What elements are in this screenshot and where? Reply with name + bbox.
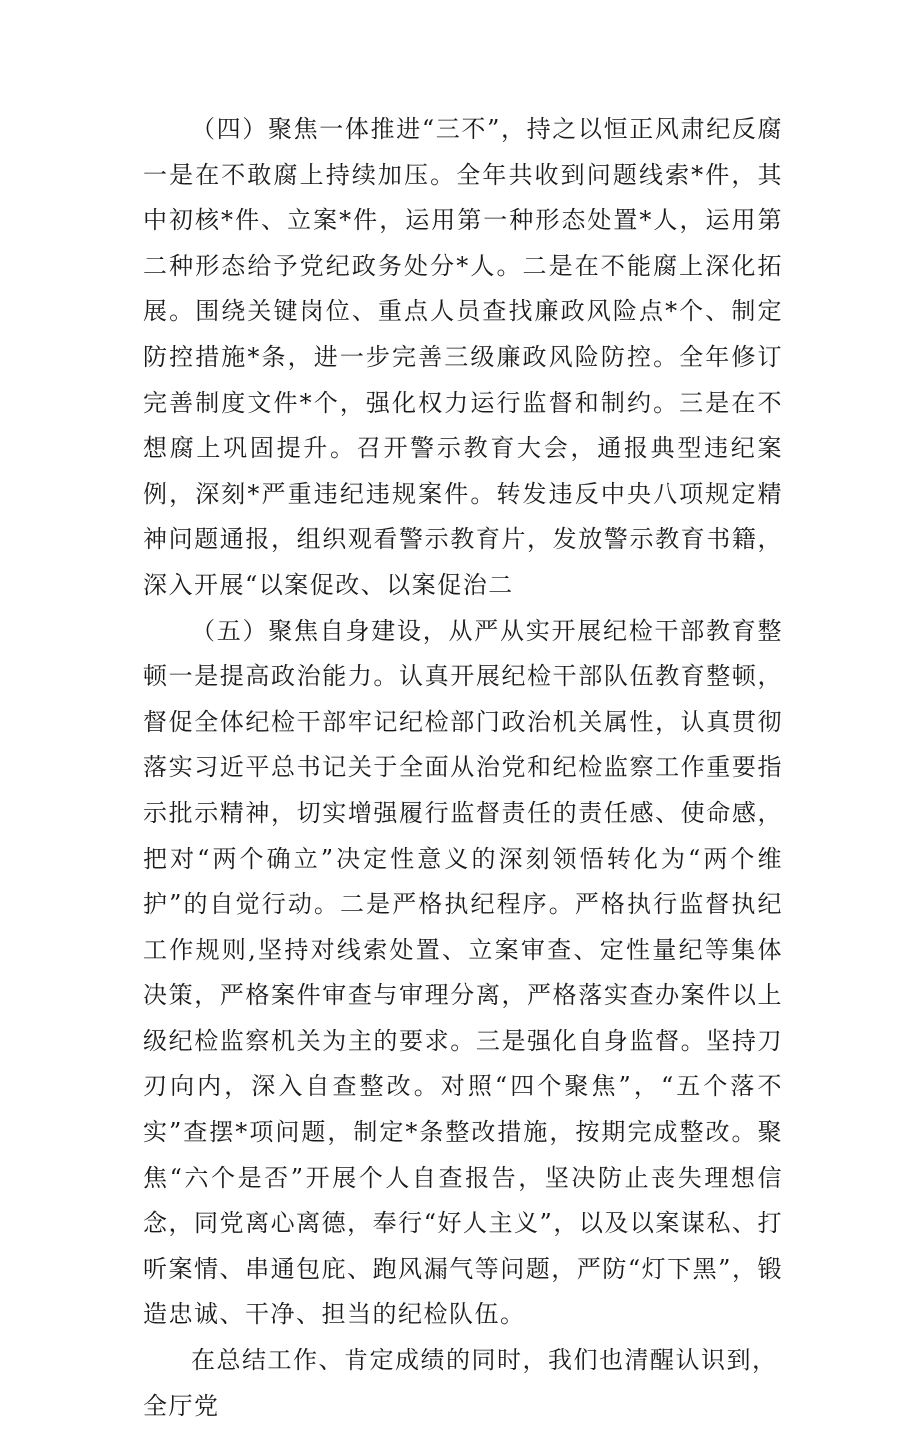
document-body <box>143 107 783 1429</box>
paragraph-five-self-building: （五）聚焦自身建设，从严从实开展纪检干部教育整顿一是提高政治能力。认真开展纪检干部队伍教育整顿，督促全体纪检干部牢记纪检部门政治机关属性，认真贯彻落实习近平总书记关于全面从治党和纪检监察工作重要指示批示精神，切实增强履行监督责任的责任感、使命感，把对“两个确立”决定性意义的深刻领悟转化为“两个维护”的自觉行动。二是严格执纪程序。严格执行监督执纪工作规则,坚持对线索处置、立案审查、定性量纪等集体决策，严格案件审查与审理分离，严格落实查办案件以上级纪检监察机关为主的要求。三是强化自身监督。坚持刀刃向内，深入自查整改。对照“四个聚焦”，“五个落不实”查摆*项问题，制定*条整改措施，按期完成整改。聚焦“六个是否”开展个人自查报告，坚决防止丧失理想信念，同党离心离德，奉行“好人主义”，以及以案谋私、打听案情、串通包庇、跑风漏气等问题，严防“灯下黑”，锻造忠诚、干净、担当的纪检队伍。 <box>143 616 783 1329</box>
paragraph-summary-start: 在总结工作、肯定成绩的同时，我们也清醒认识到，全厅党 <box>143 1346 778 1420</box>
paragraph-four-focus-san-bu: （四）聚焦一体推进“三不”，持之以恒正风肃纪反腐一是在不敢腐上持续加压。全年共收到问题线索*件，其中初核*件、立案*件，运用第一种形态处置*人，运用第二种形态给予党纪政务处分*人。二是在不能腐上深化拓展。围绕关键岗位、重点人员查找廉政风险点*个、制定防控措施*条，进一步完善三级廉政风险防控。全年修订完善制度文件*个，强化权力运行监督和制约。三是在不想腐上巩固提升。召开警示教育大会，通报典型违纪案例，深刻*严重违纪违规案件。转发违反中央八项规定精神问题通报，组织观看警示教育片，发放警示教育书籍，深入开展“以案促改、以案促治二 <box>143 115 783 599</box>
